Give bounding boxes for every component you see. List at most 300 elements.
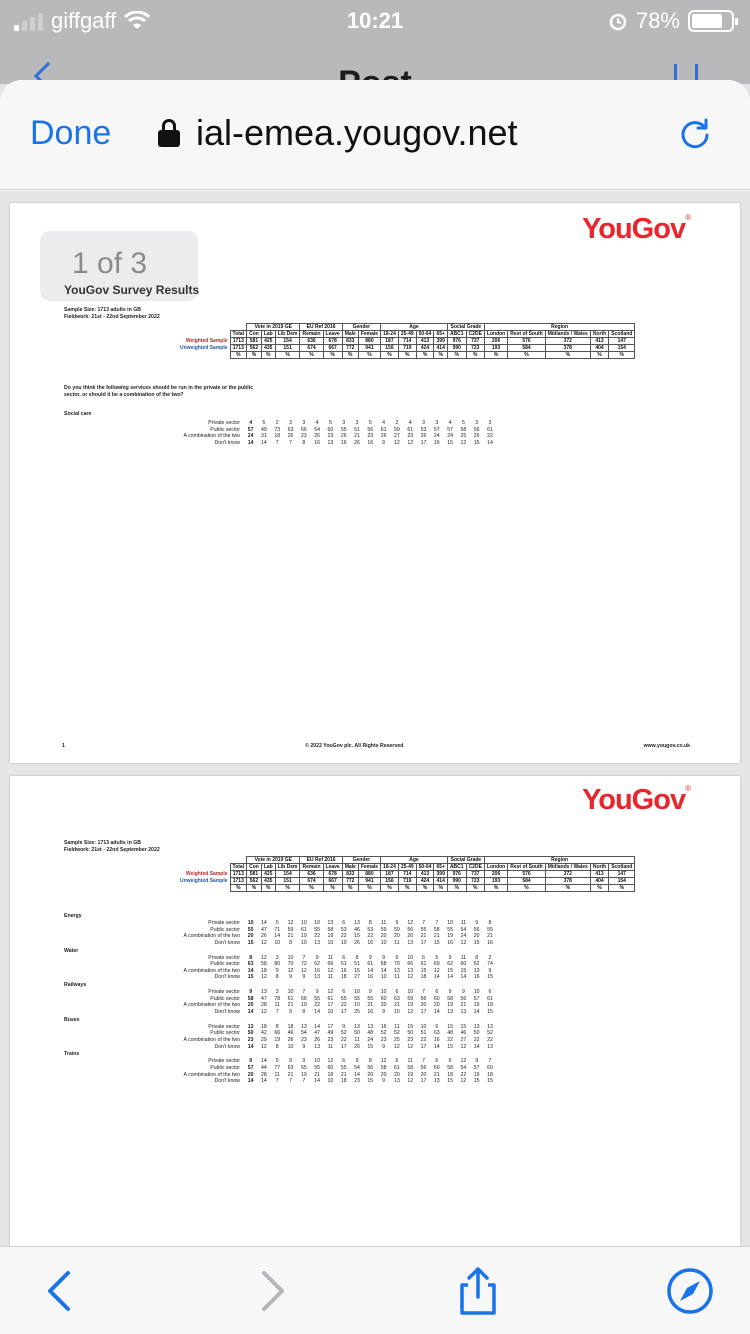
- column-header: 25-49: [398, 331, 416, 338]
- cell-value: 55: [340, 426, 347, 433]
- weighted-value: 636: [300, 871, 323, 878]
- cell-value: 25: [394, 1037, 400, 1044]
- survey-title: YouGov Survey Results: [64, 283, 200, 297]
- unweighted-value: 667: [323, 878, 342, 885]
- cell-value: 60: [327, 426, 334, 433]
- cell-value: 11: [460, 920, 467, 927]
- cell-value: 56: [420, 1065, 427, 1072]
- cell-value: 17: [340, 1043, 347, 1050]
- column-header: Rest of South: [508, 331, 546, 338]
- browser-sheet: [0, 80, 750, 1334]
- cell-value: 21: [487, 933, 493, 940]
- cell-value: 21: [287, 1002, 294, 1009]
- weighted-value: 576: [508, 871, 546, 878]
- cell-value: 7: [422, 989, 425, 996]
- browser-header: [0, 80, 750, 190]
- cell-value: 17: [327, 1023, 334, 1030]
- yougov-logo: YouGov®: [582, 213, 690, 245]
- cell-value: 8: [488, 920, 492, 927]
- cell-value: 20: [394, 933, 400, 940]
- cell-value: 15: [487, 1078, 493, 1085]
- cell-value: 4: [315, 420, 319, 427]
- unweighted-value: 378: [545, 345, 590, 352]
- cell-value: 71: [274, 926, 281, 933]
- percent-unit: %: [323, 885, 342, 892]
- cell-value: 13: [394, 967, 400, 974]
- percent-unit: %: [381, 352, 399, 359]
- result-row: [64, 1058, 497, 1065]
- section-name: Buses: [64, 1016, 80, 1023]
- row-label: Public sector: [210, 926, 240, 933]
- cell-value: 9: [448, 989, 452, 996]
- cell-value: 25: [354, 1009, 360, 1016]
- cell-value: 55: [247, 926, 254, 933]
- lock-icon: [158, 119, 180, 147]
- status-right: [608, 8, 734, 34]
- cell-value: 8: [249, 954, 253, 961]
- cell-value: 12: [394, 439, 400, 446]
- cell-value: 22: [447, 1037, 453, 1044]
- cell-value: 12: [407, 974, 414, 981]
- cell-value: 23: [354, 1078, 360, 1085]
- cell-value: 50: [247, 1030, 254, 1037]
- cell-value: 60: [487, 1065, 493, 1072]
- cell-value: 53: [340, 926, 347, 933]
- cell-value: 6: [342, 920, 346, 927]
- group-header: Region: [484, 324, 634, 331]
- cell-value: 23: [300, 1037, 307, 1044]
- cell-value: 46: [354, 926, 360, 933]
- cell-value: 9: [249, 1058, 253, 1065]
- cell-value: 10: [300, 920, 307, 927]
- cell-value: 3: [422, 420, 425, 427]
- cell-value: 13: [407, 967, 414, 974]
- unweighted-value: 562: [247, 878, 262, 885]
- percent-unit: %: [508, 352, 546, 359]
- cell-value: 18: [340, 1078, 347, 1085]
- unweighted-value: 1713: [230, 878, 247, 885]
- cell-value: 3: [435, 420, 439, 427]
- cell-value: 12: [394, 1043, 400, 1050]
- cell-value: 12: [261, 974, 267, 981]
- unweighted-value: 154: [609, 878, 635, 885]
- unweighted-value: 414: [434, 345, 447, 352]
- unweighted-value: 151: [275, 345, 300, 352]
- percent-unit: %: [609, 885, 635, 892]
- column-header: Lab: [261, 864, 275, 871]
- cell-value: 12: [261, 1043, 267, 1050]
- cell-value: 14: [380, 967, 387, 974]
- cell-value: 54: [460, 1065, 467, 1072]
- cell-value: 26: [314, 1037, 321, 1044]
- weighted-value: 1713: [230, 871, 247, 878]
- weighted-value: 206: [484, 338, 507, 345]
- cell-value: 6: [488, 989, 492, 996]
- column-header: Female: [358, 331, 380, 338]
- cell-value: 8: [302, 1009, 306, 1016]
- cell-value: 55: [314, 926, 321, 933]
- cell-value: 2: [395, 420, 399, 427]
- cell-value: 9: [289, 1058, 292, 1065]
- cell-value: 7: [275, 439, 279, 446]
- cell-value: 63: [394, 995, 400, 1002]
- column-header: 18-24: [381, 331, 399, 338]
- cell-value: 10: [287, 989, 294, 996]
- cell-value: 44: [261, 1065, 267, 1072]
- cell-value: 8: [275, 1023, 279, 1030]
- percent-unit: %: [342, 885, 358, 892]
- unweighted-value: 584: [508, 878, 546, 885]
- cell-value: 21: [460, 1002, 467, 1009]
- percent-unit: %: [398, 352, 416, 359]
- cell-value: 66: [300, 426, 307, 433]
- percent-unit: %: [275, 352, 300, 359]
- cell-value: 5: [275, 1058, 279, 1065]
- cell-value: 13: [394, 1078, 400, 1085]
- cell-value: 70: [287, 961, 294, 968]
- unweighted-value: 719: [398, 878, 416, 885]
- section-rows: [64, 1024, 497, 1050]
- cell-value: 48: [367, 1030, 374, 1037]
- forward-arrow-icon[interactable]: [244, 1265, 296, 1317]
- percent-unit: %: [484, 352, 507, 359]
- cell-value: 13: [327, 920, 334, 927]
- weighted-value: 737: [466, 338, 484, 345]
- cell-value: 14: [261, 439, 267, 446]
- cell-value: 23: [407, 433, 414, 440]
- page-number: 1: [62, 742, 65, 749]
- cell-value: 9: [342, 1023, 346, 1030]
- cell-value: 16: [433, 439, 440, 446]
- cell-value: 26: [380, 433, 387, 440]
- cell-value: 58: [380, 1065, 387, 1072]
- weighted-value: 413: [416, 871, 434, 878]
- cell-value: 16: [314, 439, 321, 446]
- cell-value: 24: [367, 1037, 374, 1044]
- percent-unit: %: [323, 352, 342, 359]
- group-header: Vote in 2019 GE: [247, 324, 300, 331]
- cell-value: 9: [475, 920, 479, 927]
- row-label: A combination of the two: [183, 933, 240, 940]
- cell-value: 13: [433, 1078, 440, 1085]
- cell-value: 56: [460, 995, 467, 1002]
- column-header: Remain: [300, 864, 323, 871]
- cell-value: 15: [447, 439, 453, 446]
- cell-value: 17: [420, 939, 427, 946]
- cell-value: 12: [287, 967, 294, 974]
- cell-value: 5: [368, 420, 372, 427]
- cell-value: 13: [367, 1023, 374, 1030]
- cell-value: 66: [300, 995, 307, 1002]
- cell-value: 52: [380, 1030, 387, 1037]
- weighted-value: 714: [398, 338, 416, 345]
- back-arrow-icon[interactable]: [36, 1265, 88, 1317]
- weighted-value: 976: [447, 338, 466, 345]
- cell-value: 6: [342, 989, 346, 996]
- weighted-value: 636: [300, 338, 323, 345]
- cell-value: 55: [487, 926, 493, 933]
- cell-value: 49: [327, 1030, 334, 1037]
- result-row: [64, 1078, 497, 1085]
- cell-value: 18: [261, 967, 267, 974]
- cell-value: 10: [447, 920, 453, 927]
- cell-value: 9: [475, 1058, 479, 1065]
- cell-value: 10: [354, 1002, 360, 1009]
- result-row: [64, 933, 497, 940]
- cell-value: 14: [314, 1023, 321, 1030]
- reload-icon[interactable]: [678, 116, 712, 150]
- column-header: Total: [230, 864, 247, 871]
- cell-value: 19: [473, 1002, 480, 1009]
- cell-value: 15: [460, 1023, 467, 1030]
- cell-value: 13: [247, 1023, 254, 1030]
- cell-value: 46: [287, 1030, 294, 1037]
- column-header: 65+: [434, 864, 447, 871]
- unweighted-value: 156: [381, 878, 399, 885]
- weighted-value: 413: [590, 871, 608, 878]
- unweighted-label: Unweighted Sample: [180, 878, 228, 884]
- compass-icon[interactable]: [664, 1265, 716, 1317]
- cell-value: 19: [300, 1002, 307, 1009]
- cell-value: 60: [380, 995, 387, 1002]
- cell-value: 46: [460, 1030, 467, 1037]
- weighted-value: 714: [398, 871, 416, 878]
- cell-value: 56: [367, 426, 374, 433]
- unweighted-value: 1713: [230, 345, 247, 352]
- cell-value: 26: [261, 933, 267, 940]
- cell-value: 20: [247, 933, 254, 940]
- weighted-value: 737: [466, 871, 484, 878]
- cell-value: 15: [473, 439, 480, 446]
- weighted-value: 399: [434, 338, 447, 345]
- cell-value: 53: [420, 426, 427, 433]
- cell-value: 15: [407, 1023, 414, 1030]
- cell-value: 31: [261, 433, 267, 440]
- row-label: Public sector: [210, 1065, 240, 1072]
- cell-value: 55: [314, 995, 321, 1002]
- cell-value: 12: [407, 1009, 414, 1016]
- weighted-value: 976: [447, 871, 466, 878]
- header-spacer: [178, 352, 230, 359]
- weighted-value: 372: [545, 338, 590, 345]
- cell-value: 10: [354, 989, 360, 996]
- cell-value: 15: [487, 974, 493, 981]
- cell-value: 13: [473, 1023, 480, 1030]
- cell-value: 9: [289, 974, 292, 981]
- weighted-value: 413: [590, 338, 608, 345]
- cell-value: 58: [407, 1065, 414, 1072]
- cell-value: 14: [261, 1078, 267, 1085]
- cell-value: 22: [487, 1037, 493, 1044]
- weighted-value: 833: [342, 338, 358, 345]
- cell-value: 11: [274, 1002, 280, 1009]
- cell-value: 10: [287, 954, 294, 961]
- cell-value: 11: [394, 974, 400, 981]
- percent-unit: %: [381, 885, 399, 892]
- page-footer: [62, 743, 690, 750]
- cell-value: 9: [368, 954, 372, 961]
- cell-value: 12: [460, 1043, 467, 1050]
- percent-unit: %: [416, 885, 434, 892]
- cell-value: 13: [354, 1023, 360, 1030]
- weighted-value: 154: [275, 871, 300, 878]
- cell-value: 10: [407, 989, 414, 996]
- cell-value: 54: [460, 926, 467, 933]
- cell-value: 59: [287, 926, 294, 933]
- cell-value: 9: [382, 1009, 386, 1016]
- sample-size: Sample Size: 1713 adults in GB: [64, 307, 141, 313]
- cell-value: 12: [460, 1058, 467, 1065]
- cell-value: 12: [407, 920, 414, 927]
- row-label: Public sector: [210, 1030, 240, 1037]
- column-header: 50-64: [416, 331, 434, 338]
- cell-value: 4: [382, 420, 386, 427]
- document-viewer[interactable]: [0, 191, 750, 1246]
- cell-value: 26: [473, 433, 480, 440]
- cell-value: 11: [394, 939, 400, 946]
- column-header: Lib Dem: [275, 331, 300, 338]
- cell-value: 59: [407, 995, 414, 1002]
- result-row: [64, 1024, 497, 1031]
- cell-value: 19: [300, 1071, 307, 1078]
- done-button[interactable]: Done: [30, 114, 112, 152]
- bottom-toolbar: [0, 1246, 750, 1334]
- cell-value: 4: [448, 420, 452, 427]
- cell-value: 20: [380, 1002, 387, 1009]
- cell-value: 27: [460, 1037, 467, 1044]
- cell-value: 59: [394, 426, 400, 433]
- row-label: Don't know: [214, 974, 240, 981]
- header-spacer: [178, 857, 230, 864]
- cell-value: 16: [340, 967, 347, 974]
- group-header: Social Grade: [447, 857, 484, 864]
- unweighted-value: 772: [342, 878, 358, 885]
- weighted-value: 576: [508, 338, 546, 345]
- cell-value: 13: [487, 1023, 493, 1030]
- cell-value: 12: [327, 989, 334, 996]
- cell-value: 13: [261, 989, 267, 996]
- cell-value: 14: [247, 967, 254, 974]
- header-spacer: [230, 857, 247, 864]
- cell-value: 26: [340, 433, 347, 440]
- cell-value: 15: [447, 1023, 453, 1030]
- result-row: [64, 433, 497, 440]
- cell-value: 12: [327, 967, 334, 974]
- cell-value: 23: [327, 433, 334, 440]
- cell-value: 14: [261, 920, 267, 927]
- cell-value: 14: [247, 1043, 254, 1050]
- cell-value: 14: [247, 1009, 254, 1016]
- unweighted-value: 772: [342, 345, 358, 352]
- result-row: [64, 1065, 497, 1072]
- fieldwork: Fieldwork: 21st - 22nd September 2022: [64, 314, 160, 320]
- cell-value: 13: [407, 939, 414, 946]
- cell-value: 14: [473, 1043, 480, 1050]
- row-label: A combination of the two: [183, 433, 240, 440]
- share-icon[interactable]: [452, 1265, 504, 1317]
- unweighted-value: 414: [434, 878, 447, 885]
- cell-value: 22: [460, 1071, 467, 1078]
- unweighted-value: 723: [466, 345, 484, 352]
- result-row: [64, 920, 497, 927]
- cell-value: 18: [340, 974, 347, 981]
- pdf-page-1: [10, 203, 740, 763]
- group-header: Gender: [342, 324, 380, 331]
- cell-value: 9: [382, 954, 386, 961]
- cell-value: 10: [247, 920, 254, 927]
- cell-value: 21: [394, 1002, 400, 1009]
- cell-value: 52: [340, 1030, 347, 1037]
- result-row: [64, 1030, 497, 1037]
- result-row: [64, 968, 497, 975]
- cell-value: 73: [274, 426, 281, 433]
- weighted-value: 1713: [230, 338, 247, 345]
- result-row: [64, 420, 497, 427]
- cell-value: 12: [407, 439, 414, 446]
- cell-value: 5: [275, 920, 279, 927]
- cell-value: 12: [261, 954, 267, 961]
- cell-value: 7: [289, 1078, 292, 1085]
- row-label: Private sector: [208, 1023, 240, 1030]
- cell-value: 58: [327, 926, 334, 933]
- yougov-logo: YouGov®: [582, 784, 690, 816]
- cell-value: 16: [367, 974, 374, 981]
- cell-value: 9: [249, 989, 253, 996]
- cell-value: 14: [447, 974, 453, 981]
- percent-unit: %: [447, 352, 466, 359]
- cell-value: 63: [247, 961, 254, 968]
- cell-value: 17: [327, 1002, 334, 1009]
- cell-value: 23: [247, 1037, 254, 1044]
- cell-value: 18: [274, 433, 281, 440]
- cell-value: 14: [247, 439, 254, 446]
- cell-value: 13: [447, 1009, 453, 1016]
- column-header: ABC1: [447, 864, 466, 871]
- cell-value: 6: [342, 1058, 346, 1065]
- percent-unit: %: [545, 885, 590, 892]
- cell-value: 20: [420, 1002, 427, 1009]
- cell-value: 22: [340, 933, 347, 940]
- cell-value: 65: [300, 1065, 307, 1072]
- unweighted-value: 424: [416, 878, 434, 885]
- percent-unit: %: [590, 352, 608, 359]
- cell-value: 19: [300, 933, 307, 940]
- section-name: Trains: [64, 1051, 80, 1058]
- column-header: Total: [230, 331, 247, 338]
- address-bar[interactable]: [158, 112, 518, 154]
- cell-value: 57: [247, 1065, 254, 1072]
- cell-value: 21: [340, 1071, 347, 1078]
- percent-unit: %: [230, 885, 247, 892]
- cell-value: 57: [247, 426, 254, 433]
- cell-value: 19: [274, 1037, 281, 1044]
- weighted-value: 372: [545, 871, 590, 878]
- percent-unit: %: [342, 352, 358, 359]
- cell-value: 21: [287, 1071, 294, 1078]
- cell-value: 19: [327, 933, 334, 940]
- section-rows: [64, 1058, 497, 1084]
- cell-value: 14: [473, 1009, 480, 1016]
- cell-value: 26: [354, 939, 360, 946]
- cell-value: 19: [407, 1071, 414, 1078]
- cell-value: 20: [407, 933, 414, 940]
- weighted-value: 425: [261, 338, 275, 345]
- cell-value: 47: [261, 995, 267, 1002]
- row-label: Don't know: [214, 939, 240, 946]
- row-label: Public sector: [210, 961, 240, 968]
- website: www.yougov.co.uk: [643, 742, 690, 749]
- percent-unit: %: [358, 352, 380, 359]
